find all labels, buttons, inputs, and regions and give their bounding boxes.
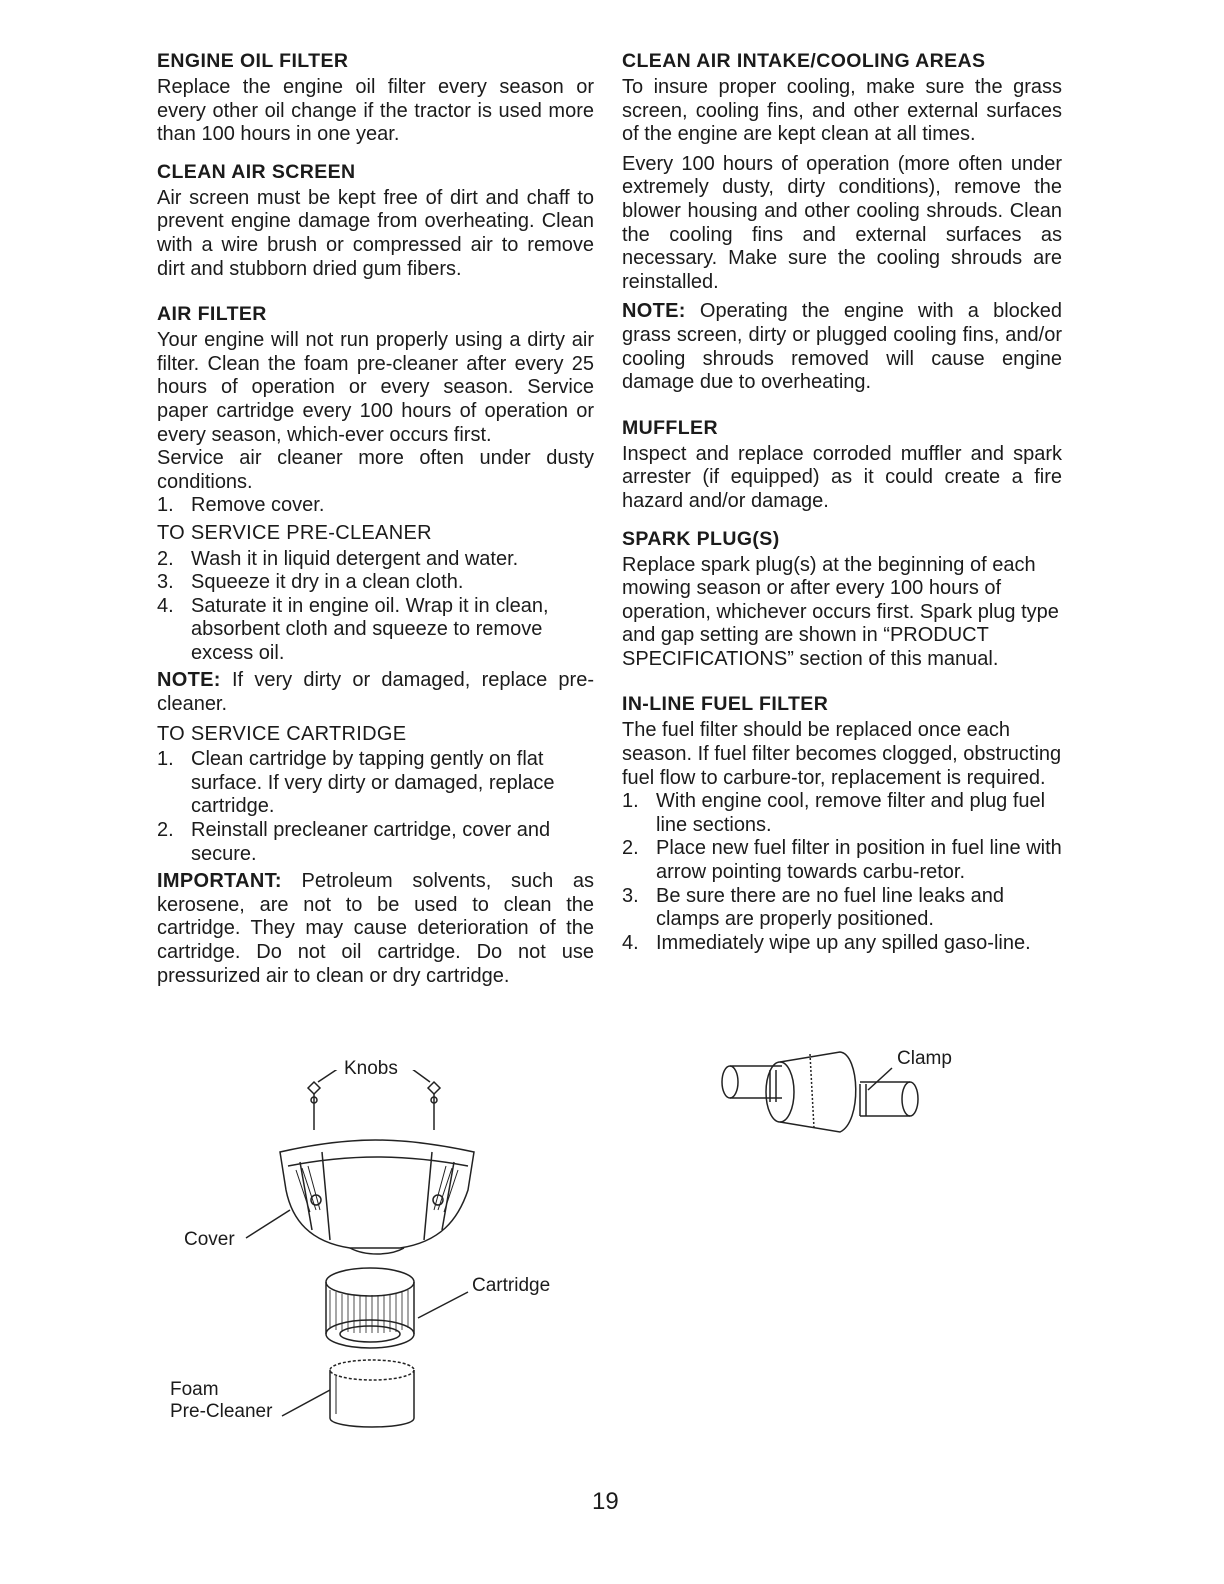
important-note: IMPORTANT: Petroleum solvents, such as kerosene, are not to be used to clean the cartridge. They may cause deterioration of the cartridge. Do not oil cartridge. Do not use pressurized air to clean or dry cartridge.	[157, 870, 594, 987]
list-item: 4. Immediately wipe up any spilled gaso-line.	[622, 931, 1031, 954]
knobs-label: Knobs	[344, 1058, 398, 1079]
muffler-text: Inspect and replace corroded muffler and spark arrester (if equipped) as it could create a fire hazard and/or damage.	[622, 442, 1062, 512]
clean-air-intake-text: To insure proper cooling, make sure the grass screen, cooling fins, and other external surfaces of the engine are kept clean at all times.	[622, 76, 1062, 146]
fuel-line-right-icon	[860, 1082, 918, 1116]
list-item: 4. Saturate it in engine oil. Wrap it in clean, absorbent cloth and squeeze to remove excess oil.	[157, 594, 549, 664]
fuel-filter-section	[622, 691, 1062, 955]
foam-pre-cleaner-icon	[330, 1360, 414, 1427]
list-item: 3. Be sure there are no fuel line leaks and clamps are properly positioned.	[622, 884, 1004, 931]
knob-left-icon	[308, 1082, 320, 1130]
engine-oil-filter-text: Replace the engine oil filter every season or every other oil change if the tractor is used more than 100 hours in one year.	[157, 76, 594, 146]
fuel-filter-steps	[622, 790, 1062, 955]
muffler-heading: MUFFLER	[622, 416, 718, 439]
foam-label: Foam	[170, 1379, 219, 1400]
fuel-filter-body-icon	[766, 1052, 856, 1132]
clamp-icon	[770, 1070, 866, 1116]
left-column	[157, 48, 594, 994]
clean-air-screen-section	[157, 159, 594, 281]
pre-cleaner-subheading: TO SERVICE PRE-CLEANER	[157, 521, 432, 544]
list-item: 2. Wash it in liquid detergent and water.	[157, 547, 519, 570]
cartridge-subheading: TO SERVICE CARTRIDGE	[157, 722, 407, 745]
spark-plugs-text: Replace spark plug(s) at the beginning of each mowing season or after every 100 hours of operation, whichever occurs first. Spark plug type and gap setting are shown in “PRODUCT SPECIFICATIONS” section of this manual.	[622, 553, 1059, 670]
list-item: 2. Place new fuel filter in position in fuel line with arrow pointing towards carbu-retor.	[622, 837, 1062, 884]
pre-cleaner-label: Pre-Cleaner	[170, 1401, 273, 1422]
clean-air-screen-heading: CLEAN AIR SCREEN	[157, 160, 356, 183]
air-filter-heading: AIR FILTER	[157, 303, 267, 326]
air-cleaner-figure	[150, 1058, 610, 1450]
clean-air-intake-section	[622, 48, 1062, 395]
cartridge-steps	[157, 748, 594, 866]
spark-plugs-section	[622, 526, 1062, 672]
list-item: 1. With engine cool, remove filter and plug fuel line sections.	[622, 790, 1046, 836]
knob-right-icon	[428, 1082, 440, 1130]
cover-icon	[280, 1140, 474, 1254]
clean-air-screen-text: Air screen must be kept free of dirt and chaff to prevent engine damage from overheating. Clean with a wire brush or compressed air to remove dirt and stubborn dried gum fibers.	[157, 186, 594, 280]
list-item: 1. Clean cartridge by tapping gently on flat surface. If very dirty or damaged, replace cartridge.	[157, 748, 555, 818]
cooling-note: NOTE: Operating the engine with a blocked grass screen, dirty or plugged cooling fins, and/or cooling shrouds removed will cause engine damage due to overheating.	[622, 300, 1062, 394]
air-filter-dusty-text: Service air cleaner more often under dusty conditions.	[157, 447, 594, 493]
pre-cleaner-steps	[157, 548, 594, 666]
fuel-filter-figure	[710, 1040, 990, 1150]
cartridge-icon	[326, 1268, 414, 1348]
list-item: 2. Reinstall precleaner cartridge, cover and secure.	[157, 819, 551, 865]
page-number: 19	[592, 1488, 619, 1515]
clean-air-intake-heading: CLEAN AIR INTAKE/COOLING AREAS	[622, 50, 986, 72]
air-cleaner-illustration	[150, 1070, 610, 1450]
cartridge-label: Cartridge	[472, 1275, 551, 1296]
muffler-section	[622, 415, 1062, 514]
list-item: 1. Remove cover.	[157, 494, 325, 517]
clamp-label: Clamp	[897, 1048, 952, 1069]
spark-plugs-heading: SPARK PLUG(S)	[622, 527, 780, 550]
fuel-line-left-icon	[722, 1066, 782, 1098]
engine-oil-filter-heading: ENGINE OIL FILTER	[157, 50, 349, 72]
list-item: 3. Squeeze it dry in a clean cloth.	[157, 571, 464, 594]
air-filter-section	[157, 301, 594, 988]
fuel-filter-text: The fuel filter should be replaced once each season. If fuel filter becomes clogged, obstructing fuel flow to carbure-tor, replacement is required.	[622, 719, 1062, 789]
fuel-filter-heading: IN-LINE FUEL FILTER	[622, 693, 829, 716]
engine-oil-filter-section	[157, 48, 594, 147]
remove-cover-step	[157, 494, 594, 518]
cooling-service-text: Every 100 hours of operation (more often under extremely dusty, dirty conditions), remove the blower housing and other cooling shrouds. Clean the cooling fins and external surfaces as necessary. Make sure the cooling shrouds are reinstalled.	[622, 152, 1062, 293]
pre-cleaner-note: NOTE: If very dirty or damaged, replace pre-cleaner.	[157, 669, 595, 716]
right-column	[622, 48, 1062, 959]
cover-label: Cover	[184, 1229, 235, 1250]
air-filter-text: Your engine will not run properly using a dirty air filter. Clean the foam pre-cleaner after every 25 hours of operation or every season. Service paper cartridge every 100 hours of operation or every season, which-ever occurs first.	[157, 329, 594, 446]
